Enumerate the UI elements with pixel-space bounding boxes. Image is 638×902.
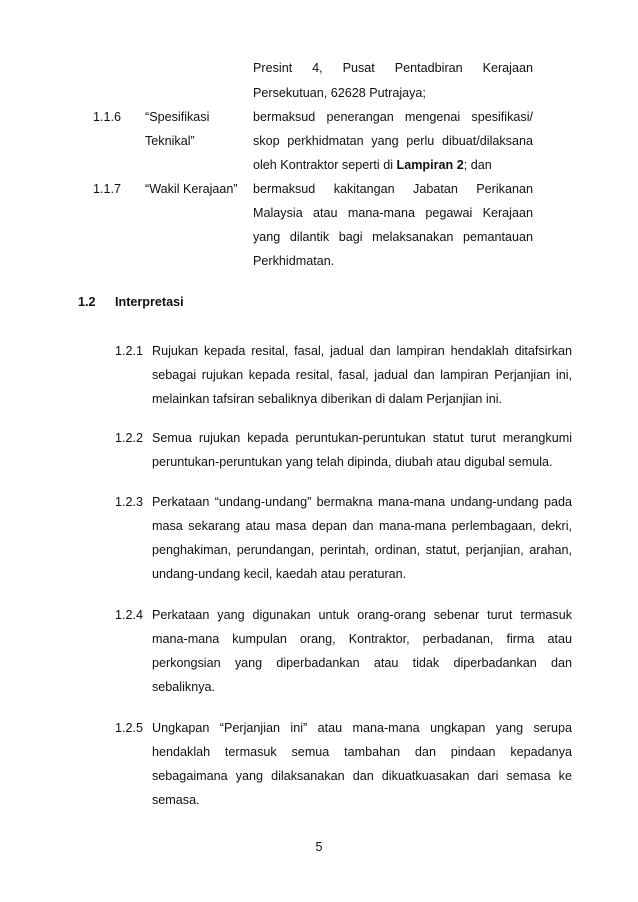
definition-text-line: bermaksud kakitangan Jabatan Perikanan: [253, 182, 533, 196]
clause-text-line: melainkan tafsiran sebaliknya diberikan di dalam Perjanjian ini.: [152, 392, 503, 406]
definition-number: 1.1.7: [93, 182, 122, 196]
clause-text-line: perkongsian yang diperbadankan atau tidak diperbadankan dan: [152, 656, 572, 670]
definition-text-line: Malaysia atau mana-mana pegawai Kerajaan: [253, 206, 533, 220]
clause-number: 1.2.2: [115, 431, 144, 445]
clause-text-line: sebaliknya.: [152, 680, 216, 694]
definition-term: “Wakil Kerajaan”: [145, 182, 238, 196]
clause-text-line: semasa.: [152, 793, 200, 807]
definition-continuation-line: Persekutuan, 62628 Putrajaya;: [253, 86, 426, 100]
clause-number: 1.2.1: [115, 344, 144, 358]
definition-text-segment: oleh Kontraktor seperti di: [253, 158, 394, 172]
definition-term: “Spesifikasi: [145, 110, 210, 124]
clause-text-line: peruntukan-peruntukan yang telah dipinda, diubah atau digubal semula.: [152, 455, 553, 469]
clause-text-line: Ungkapan “Perjanjian ini” atau mana-mana ungkapan yang serupa: [152, 721, 572, 735]
clause-text-line: sebagaimana yang dilaksanakan dan dikuatkuasakan dari semasa ke: [152, 769, 572, 783]
clause-text-line: Rujukan kepada resital, fasal, jadual dan lampiran hendaklah ditafsirkan: [152, 344, 572, 358]
page-number: 5: [315, 840, 323, 854]
clause-text-line: mana-mana kumpulan orang, Kontraktor, perbadanan, firma atau: [152, 632, 572, 646]
clause-text-line: sebagai rujukan kepada resital, fasal, jadual dan lampiran Perjanjian ini,: [152, 368, 572, 382]
section-title: Interpretasi: [115, 295, 184, 309]
definition-text-line: skop perkhidmatan yang perlu dibuat/dilaksana: [253, 134, 533, 148]
definition-text-line: Perkhidmatan.: [253, 254, 335, 268]
clause-text-line: undang-undang kecil, kaedah atau peraturan.: [152, 567, 407, 581]
clause-number: 1.2.3: [115, 495, 144, 509]
clause-text-line: penghakiman, perundangan, perintah, ordinan, statut, perjanjian, arahan,: [152, 543, 572, 557]
clause-number: 1.2.5: [115, 721, 144, 735]
definition-term: Teknikal”: [145, 134, 195, 148]
clause-text-line: Perkataan “undang-undang” bermakna mana-mana undang-undang pada: [152, 495, 572, 509]
clause-text-line: Perkataan yang digunakan untuk orang-orang sebenar turut termasuk: [152, 608, 572, 622]
appendix-reference: Lampiran 2: [396, 158, 464, 172]
clause-number: 1.2.4: [115, 608, 144, 622]
clause-text-line: masa sekarang atau masa depan dan mana-mana perlembagaan, dekri,: [152, 519, 572, 533]
clause-text-line: Semua rujukan kepada peruntukan-peruntukan statut turut merangkumi: [152, 431, 572, 445]
definition-text-segment: ; dan: [463, 158, 492, 172]
definition-text-line: yang dilantik bagi melaksanakan pemantauan: [253, 230, 533, 244]
definition-text-line: [253, 157, 492, 173]
section-number: 1.2: [78, 295, 96, 309]
clause-text-line: hendaklah termasuk semua tambahan dan pindaan kepadanya: [152, 745, 572, 759]
definition-number: 1.1.6: [93, 110, 122, 124]
definition-text-line: bermaksud penerangan mengenai spesifikasi/: [253, 110, 533, 124]
definition-continuation-line: Presint 4, Pusat Pentadbiran Kerajaan: [253, 61, 533, 75]
